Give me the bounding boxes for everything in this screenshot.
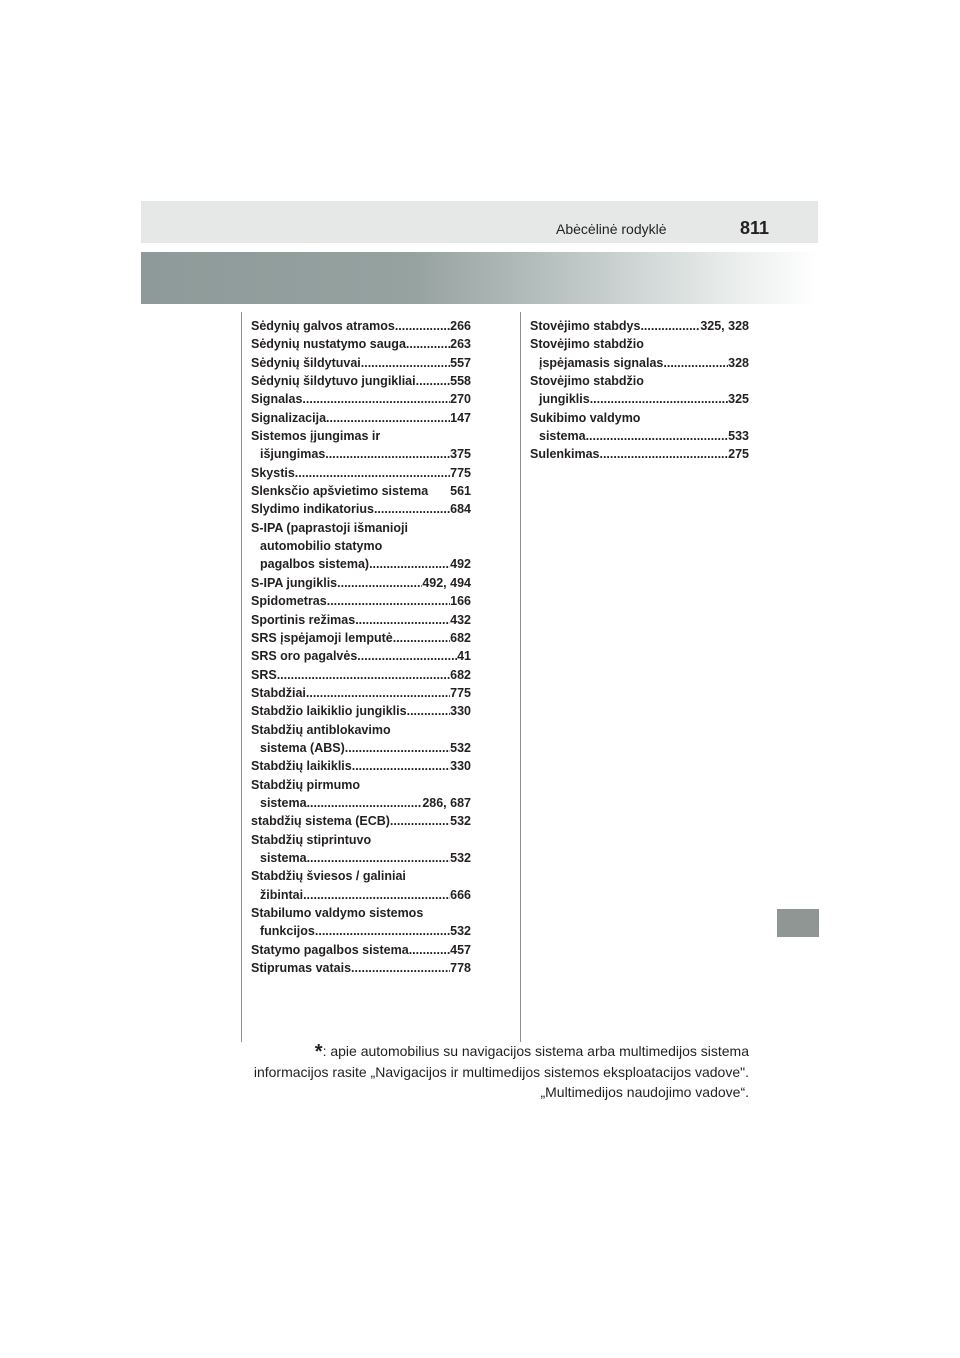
index-entry-term: S-IPA jungiklis bbox=[251, 575, 338, 590]
dot-leader bbox=[416, 372, 451, 390]
index-entry-page: 682 bbox=[450, 667, 471, 682]
index-entry-term: Sportinis režimas bbox=[251, 612, 356, 627]
index-entry-term: Sėdynių galvos atramos bbox=[251, 319, 395, 333]
index-entry-term: Sistemos įjungimas ir bbox=[251, 429, 381, 444]
index-column-left bbox=[251, 317, 471, 977]
index-entry-page: 492 bbox=[450, 557, 471, 572]
index-entry-term: Stabdžių laikiklis bbox=[251, 759, 352, 774]
index-entry-page: 532 bbox=[450, 740, 471, 755]
index-entry-page: 375 bbox=[450, 447, 471, 462]
index-entry bbox=[251, 354, 471, 372]
index-entry bbox=[251, 922, 471, 940]
index-entry-term: Stiprumas vatais bbox=[251, 961, 352, 976]
index-entry-term: Stabdžių pirmumo bbox=[251, 777, 361, 792]
dot-leader bbox=[406, 335, 450, 353]
index-entry bbox=[530, 372, 749, 390]
index-entry bbox=[251, 464, 471, 482]
index-entry-term: Stabilumo valdymo sistemos bbox=[251, 906, 424, 920]
index-entry bbox=[530, 390, 749, 408]
index-entry bbox=[251, 794, 471, 812]
index-entry-page: 532 bbox=[450, 814, 471, 829]
dot-leader bbox=[374, 500, 450, 518]
footnote-line-3: „Multimedijos naudojimo vadove“. bbox=[540, 1084, 749, 1100]
dot-leader bbox=[390, 812, 450, 830]
dot-leader bbox=[277, 666, 450, 684]
index-entry-page: 325, 328 bbox=[700, 319, 749, 333]
index-entry-term: Skystis bbox=[251, 465, 295, 480]
dot-leader bbox=[663, 354, 728, 372]
dot-leader bbox=[352, 757, 450, 775]
index-entry-term: Sulenkimas bbox=[530, 447, 600, 462]
page-number: 811 bbox=[740, 218, 770, 238]
index-entry-term: stabdžių sistema (ECB) bbox=[251, 814, 390, 829]
index-entry bbox=[251, 776, 471, 794]
index-entry-term: sistema bbox=[539, 429, 586, 444]
index-entry bbox=[530, 354, 749, 372]
index-entry-page: 532 bbox=[450, 924, 471, 939]
index-entry bbox=[251, 390, 471, 408]
index-entry-page: 684 bbox=[450, 502, 471, 517]
index-entry bbox=[251, 666, 471, 684]
index-entry bbox=[251, 500, 471, 518]
index-entry bbox=[251, 317, 471, 335]
index-entry-term: SRS įspėjamoji lemputė bbox=[251, 630, 393, 645]
index-entry-term: Sėdynių nustatymo sauga bbox=[251, 337, 406, 352]
index-entry-page: 286, 687 bbox=[422, 795, 471, 810]
index-entry-page: 266 bbox=[450, 319, 471, 333]
index-entry-page: 270 bbox=[450, 392, 471, 407]
dot-leader bbox=[590, 390, 728, 408]
dot-leader bbox=[361, 354, 450, 372]
dot-leader bbox=[337, 574, 422, 592]
index-entry-page: 275 bbox=[728, 447, 749, 462]
index-entry bbox=[251, 702, 471, 720]
index-entry bbox=[251, 867, 471, 885]
dot-leader bbox=[369, 555, 450, 573]
index-entry-page: 557 bbox=[450, 355, 471, 370]
index-entry bbox=[251, 647, 471, 665]
index-entry-page: 330 bbox=[450, 704, 471, 719]
index-entry-page: 666 bbox=[450, 887, 471, 902]
index-entry-term: Stabdžių šviesos / galiniai bbox=[251, 869, 406, 884]
index-entry-term: Stabdžiai bbox=[251, 685, 306, 700]
index-entry-page: 457 bbox=[450, 942, 471, 957]
index-entry-term: Stabdžių stiprintuvo bbox=[251, 832, 372, 847]
index-entry-page: 41 bbox=[457, 649, 471, 664]
index-entry bbox=[251, 721, 471, 739]
index-entry-term: Sukibimo valdymo bbox=[530, 410, 641, 425]
index-entry-term: Stabdžių antiblokavimo bbox=[251, 722, 391, 737]
index-entry bbox=[251, 409, 471, 427]
dot-leader bbox=[306, 684, 450, 702]
index-entry bbox=[251, 372, 471, 390]
header-gradient-bar bbox=[141, 252, 818, 304]
dot-leader bbox=[303, 886, 450, 904]
index-entry bbox=[530, 409, 749, 427]
index-entry-term: Stovėjimo stabdžio bbox=[530, 374, 644, 389]
index-entry-term: išjungimas bbox=[260, 447, 326, 462]
index-entry-page: 775 bbox=[450, 685, 471, 700]
index-entry bbox=[251, 519, 471, 537]
footnote bbox=[200, 1041, 749, 1102]
index-entry-term: Statymo pagalbos sistema bbox=[251, 942, 409, 957]
index-entry-term: Spidometras bbox=[251, 594, 327, 609]
index-entry bbox=[530, 317, 749, 335]
header-band bbox=[141, 201, 818, 243]
dot-leader bbox=[393, 629, 450, 647]
index-entry bbox=[251, 629, 471, 647]
dot-leader bbox=[302, 390, 450, 408]
index-entry-term: Signalizacija bbox=[251, 410, 327, 425]
index-entry bbox=[251, 592, 471, 610]
index-entry-term: Sėdynių šildytuvai bbox=[251, 355, 361, 370]
index-entry bbox=[251, 482, 471, 500]
footnote-asterisk: * bbox=[314, 1041, 323, 1063]
index-entry-term: S-IPA (paprastoji išmanioji bbox=[251, 520, 408, 535]
section-title: Abėcėlinė rodyklė bbox=[556, 221, 667, 237]
index-entry bbox=[251, 904, 471, 922]
index-entry-page: 778 bbox=[450, 961, 471, 976]
index-entry-term: įspėjamasis signalas bbox=[539, 355, 664, 370]
index-entry-term: funkcijos bbox=[260, 924, 315, 939]
index-entry bbox=[251, 335, 471, 353]
index-entry-page: 328 bbox=[728, 355, 749, 370]
dot-leader bbox=[345, 739, 450, 757]
dot-leader bbox=[640, 317, 700, 335]
index-entry-term: sistema (ABS) bbox=[260, 740, 345, 755]
index-entry bbox=[251, 537, 471, 555]
chapter-thumb-tab bbox=[777, 909, 819, 937]
index-column-right bbox=[530, 317, 749, 464]
dot-leader bbox=[325, 445, 450, 463]
footnote-line-2: informacijos rasite „Navigacijos ir multimedijos sistemos eksploatacijos vadove". bbox=[253, 1064, 749, 1080]
index-entry-page: 330 bbox=[450, 759, 471, 774]
dot-leader bbox=[409, 941, 450, 959]
dot-leader bbox=[327, 592, 450, 610]
index-entry-page: 532 bbox=[450, 850, 471, 865]
dot-leader bbox=[599, 445, 728, 463]
index-entry-page: 558 bbox=[450, 374, 471, 389]
index-entry bbox=[251, 757, 471, 775]
index-entry-page: 492, 494 bbox=[422, 575, 471, 590]
index-entry bbox=[251, 812, 471, 830]
dot-leader bbox=[307, 794, 423, 812]
index-entry bbox=[251, 427, 471, 445]
index-entry-term: Slenksčio apšvietimo sistema bbox=[251, 484, 429, 499]
dot-leader bbox=[407, 702, 451, 720]
index-entry-term: žibintai bbox=[260, 887, 304, 902]
dot-leader bbox=[355, 611, 450, 629]
dot-leader bbox=[315, 922, 450, 940]
index-entry-term: Signalas bbox=[251, 392, 303, 407]
index-entry-term: Stovėjimo stabdys bbox=[530, 319, 641, 333]
footnote-line-1: : apie automobilius su navigacijos sistema arba multimedijos sistema bbox=[322, 1043, 749, 1059]
index-entry bbox=[251, 886, 471, 904]
index-entry-page: 166 bbox=[450, 594, 471, 609]
dot-leader bbox=[307, 849, 451, 867]
index-entry-page: 533 bbox=[728, 429, 749, 444]
column-divider-middle bbox=[520, 312, 521, 1042]
index-entry-term: sistema bbox=[260, 850, 307, 865]
index-entry-page: 325 bbox=[728, 392, 749, 407]
index-entry-term: jungiklis bbox=[539, 392, 590, 407]
index-entry bbox=[251, 831, 471, 849]
index-entry bbox=[251, 941, 471, 959]
index-entry-page: 432 bbox=[450, 612, 471, 627]
index-entry-page: 263 bbox=[450, 337, 471, 352]
column-divider-left bbox=[241, 312, 242, 1042]
dot-leader bbox=[351, 959, 450, 977]
index-entry bbox=[530, 427, 749, 445]
index-entry-term: Stabdžio laikiklio jungiklis bbox=[251, 704, 407, 719]
index-entry bbox=[251, 684, 471, 702]
index-entry-term: pagalbos sistema) bbox=[260, 557, 370, 572]
index-entry-term: SRS oro pagalvės bbox=[251, 649, 358, 664]
index-entry-term: sistema bbox=[260, 795, 307, 810]
index-entry-term: Stovėjimo stabdžio bbox=[530, 337, 644, 352]
index-entry bbox=[530, 335, 749, 353]
index-entry-page: 147 bbox=[450, 410, 471, 425]
index-entry-page: 775 bbox=[450, 465, 471, 480]
index-entry bbox=[251, 555, 471, 573]
index-entry bbox=[251, 739, 471, 757]
dot-leader bbox=[395, 317, 450, 335]
index-entry-page: 682 bbox=[450, 630, 471, 645]
dot-leader bbox=[357, 647, 457, 665]
index-entry-page: 561 bbox=[450, 484, 471, 499]
dot-leader bbox=[295, 464, 450, 482]
dot-leader bbox=[586, 427, 729, 445]
index-entry-term: SRS bbox=[251, 667, 277, 682]
index-entry bbox=[530, 445, 749, 463]
index-entry bbox=[251, 611, 471, 629]
index-entry bbox=[251, 445, 471, 463]
index-entry-term: automobilio statymo bbox=[260, 539, 383, 554]
index-entry bbox=[251, 959, 471, 977]
index-entry bbox=[251, 574, 471, 592]
index-entry bbox=[251, 849, 471, 867]
index-entry-term: Sėdynių šildytuvo jungikliai bbox=[251, 374, 416, 389]
index-entry-term: Slydimo indikatorius bbox=[251, 502, 374, 517]
dot-leader bbox=[326, 409, 450, 427]
